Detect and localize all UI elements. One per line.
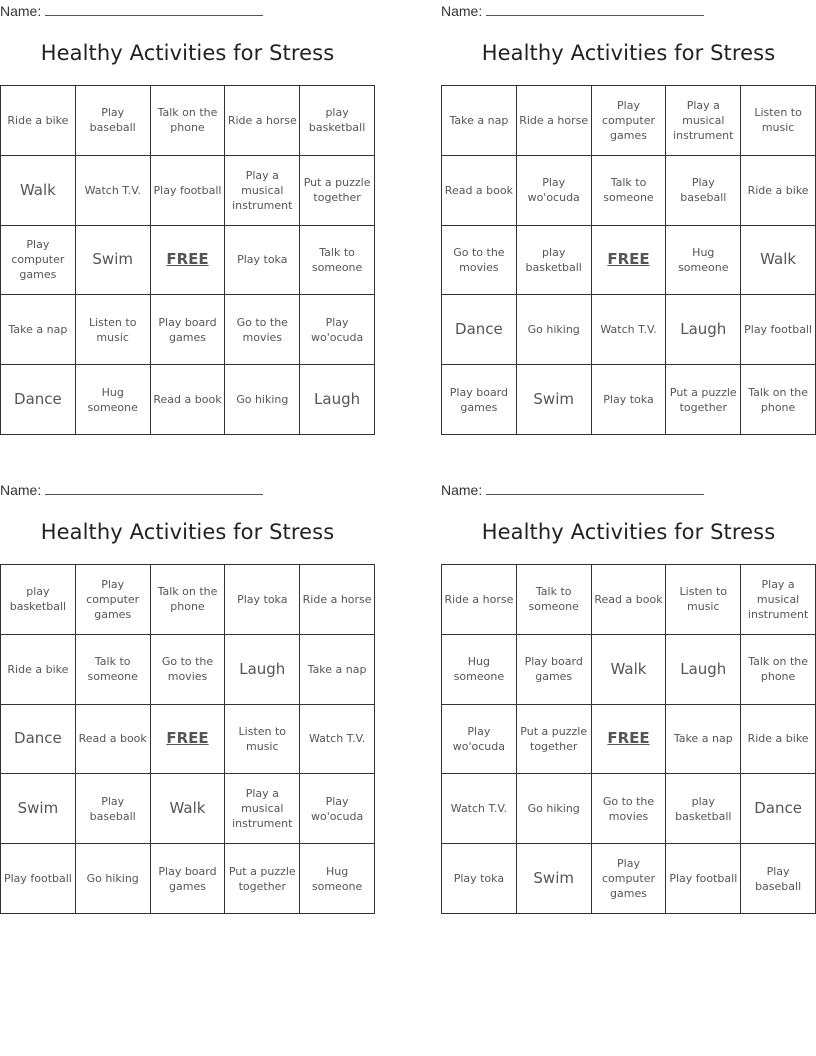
bingo-cell[interactable]: Talk on the phone <box>151 86 226 156</box>
bingo-cell[interactable]: Play computer games <box>592 844 667 914</box>
bingo-cell[interactable]: Play a musical instrument <box>225 156 300 226</box>
bingo-cell[interactable]: Play toka <box>225 565 300 635</box>
bingo-cell[interactable]: Walk <box>741 226 816 296</box>
bingo-cell[interactable]: Play wo'ocuda <box>300 295 375 365</box>
name-label: Name: <box>0 3 42 19</box>
bingo-cell[interactable]: Play computer games <box>76 565 151 635</box>
bingo-cell[interactable]: Play wo'ocuda <box>517 156 592 226</box>
bingo-cell[interactable]: Play football <box>1 844 76 914</box>
bingo-cell[interactable]: Listen to music <box>225 705 300 775</box>
card-title: Healthy Activities for Stress <box>481 520 776 544</box>
bingo-cell[interactable]: Ride a bike <box>1 86 76 156</box>
name-blank-line[interactable] <box>486 3 704 16</box>
name-blank-line[interactable] <box>45 3 263 16</box>
bingo-grid <box>441 85 816 435</box>
free-space[interactable]: FREE <box>151 226 226 296</box>
bingo-cell[interactable]: Play football <box>741 295 816 365</box>
bingo-cell[interactable]: Walk <box>592 635 667 705</box>
card-title: Healthy Activities for Stress <box>481 41 776 65</box>
bingo-grid <box>441 564 816 914</box>
bingo-cell[interactable]: Talk to someone <box>76 635 151 705</box>
bingo-cell[interactable]: Play board games <box>517 635 592 705</box>
bingo-cell[interactable]: Talk to someone <box>517 565 592 635</box>
bingo-cell[interactable]: Put a puzzle together <box>300 156 375 226</box>
bingo-cell[interactable]: Play baseball <box>666 156 741 226</box>
bingo-cell[interactable]: Play wo'ocuda <box>442 705 517 775</box>
bingo-cell[interactable]: Listen to music <box>76 295 151 365</box>
bingo-cell[interactable]: Go to the movies <box>592 774 667 844</box>
bingo-cell[interactable]: Ride a horse <box>442 565 517 635</box>
bingo-cell[interactable]: play basketball <box>1 565 76 635</box>
bingo-cell[interactable]: play basketball <box>666 774 741 844</box>
bingo-cell[interactable]: Listen to music <box>741 86 816 156</box>
bingo-cell[interactable]: Read a book <box>442 156 517 226</box>
bingo-card-4 <box>441 481 816 901</box>
bingo-cell[interactable]: Walk <box>151 774 226 844</box>
bingo-cell[interactable]: Talk to someone <box>300 226 375 296</box>
bingo-cell[interactable]: Ride a horse <box>300 565 375 635</box>
bingo-cell[interactable]: Play football <box>666 844 741 914</box>
name-field[interactable] <box>0 2 375 20</box>
bingo-cell[interactable]: Go to the movies <box>151 635 226 705</box>
bingo-cell[interactable]: Dance <box>1 705 76 775</box>
bingo-card-3 <box>0 481 375 893</box>
bingo-cell[interactable]: Watch T.V. <box>592 295 667 365</box>
bingo-cell[interactable]: Laugh <box>666 635 741 705</box>
bingo-cell[interactable]: Hug someone <box>666 226 741 296</box>
bingo-cell[interactable]: Play board games <box>151 295 226 365</box>
bingo-cell[interactable]: Dance <box>442 295 517 365</box>
card-title: Healthy Activities for Stress <box>40 520 335 544</box>
bingo-cell[interactable]: Put a puzzle together <box>225 844 300 914</box>
name-field[interactable] <box>441 481 816 499</box>
bingo-cell[interactable]: Put a puzzle together <box>517 705 592 775</box>
bingo-cell[interactable]: Watch T.V. <box>76 156 151 226</box>
bingo-cell[interactable]: Ride a bike <box>741 156 816 226</box>
bingo-cell[interactable]: Ride a bike <box>1 635 76 705</box>
name-label: Name: <box>0 482 42 498</box>
bingo-cell[interactable]: Ride a horse <box>517 86 592 156</box>
bingo-cell[interactable]: Play toka <box>442 844 517 914</box>
bingo-cell[interactable]: play basketball <box>300 86 375 156</box>
bingo-cell[interactable]: Take a nap <box>1 295 76 365</box>
bingo-cell[interactable]: Read a book <box>151 365 226 435</box>
bingo-cell[interactable]: Swim <box>517 365 592 435</box>
bingo-cell[interactable]: Watch T.V. <box>300 705 375 775</box>
bingo-cell[interactable]: Read a book <box>76 705 151 775</box>
bingo-cell[interactable]: Go to the movies <box>225 295 300 365</box>
bingo-card-2 <box>441 2 816 414</box>
free-space[interactable]: FREE <box>592 705 667 775</box>
bingo-cell[interactable]: Play baseball <box>76 86 151 156</box>
bingo-cell[interactable]: Swim <box>76 226 151 296</box>
free-space[interactable]: FREE <box>151 705 226 775</box>
name-label: Name: <box>441 3 483 19</box>
name-field[interactable] <box>0 481 375 499</box>
bingo-cell[interactable]: Play a musical instrument <box>225 774 300 844</box>
bingo-cell[interactable]: Go hiking <box>225 365 300 435</box>
bingo-cell[interactable]: Hug someone <box>76 365 151 435</box>
bingo-cell[interactable]: Play toka <box>225 226 300 296</box>
bingo-cell[interactable]: Laugh <box>300 365 375 435</box>
free-space[interactable]: FREE <box>592 226 667 296</box>
bingo-cell[interactable]: Play baseball <box>76 774 151 844</box>
bingo-cell[interactable]: Play computer games <box>1 226 76 296</box>
bingo-grid <box>0 564 375 914</box>
bingo-cell[interactable]: Talk to someone <box>592 156 667 226</box>
bingo-cell[interactable]: Hug someone <box>300 844 375 914</box>
bingo-cell[interactable]: play basketball <box>517 226 592 296</box>
bingo-cell[interactable]: Go to the movies <box>442 226 517 296</box>
bingo-grid <box>0 85 375 435</box>
bingo-cell[interactable]: Read a book <box>592 565 667 635</box>
bingo-cell[interactable]: Swim <box>517 844 592 914</box>
bingo-cell[interactable]: Take a nap <box>442 86 517 156</box>
bingo-cell[interactable]: Walk <box>1 156 76 226</box>
bingo-cell[interactable]: Dance <box>741 774 816 844</box>
bingo-cell[interactable]: Talk on the phone <box>741 365 816 435</box>
name-blank-line[interactable] <box>45 482 263 495</box>
bingo-cell[interactable]: Play a musical instrument <box>666 86 741 156</box>
card-title: Healthy Activities for Stress <box>40 41 335 65</box>
bingo-cell[interactable]: Play football <box>151 156 226 226</box>
bingo-card-1 <box>0 2 375 414</box>
bingo-cell[interactable]: Dance <box>1 365 76 435</box>
bingo-cell[interactable]: Talk on the phone <box>741 635 816 705</box>
bingo-cell[interactable]: Go hiking <box>517 774 592 844</box>
bingo-cell[interactable]: Take a nap <box>300 635 375 705</box>
bingo-cell[interactable]: Talk on the phone <box>151 565 226 635</box>
bingo-cell[interactable]: Ride a horse <box>225 86 300 156</box>
bingo-cell[interactable]: Go hiking <box>517 295 592 365</box>
bingo-cell[interactable]: Play baseball <box>741 844 816 914</box>
bingo-cell[interactable]: Take a nap <box>666 705 741 775</box>
bingo-cell[interactable]: Play board games <box>442 365 517 435</box>
bingo-cell[interactable]: Listen to music <box>666 565 741 635</box>
bingo-cell[interactable]: Play board games <box>151 844 226 914</box>
bingo-cell[interactable]: Hug someone <box>442 635 517 705</box>
bingo-cell[interactable]: Play computer games <box>592 86 667 156</box>
bingo-cell[interactable]: Laugh <box>225 635 300 705</box>
bingo-cell[interactable]: Swim <box>1 774 76 844</box>
bingo-cell[interactable]: Watch T.V. <box>442 774 517 844</box>
bingo-cell[interactable]: Laugh <box>666 295 741 365</box>
bingo-cell[interactable]: Ride a bike <box>741 705 816 775</box>
bingo-cell[interactable]: Play a musical instrument <box>741 565 816 635</box>
bingo-cell[interactable]: Play toka <box>592 365 667 435</box>
name-field[interactable] <box>441 2 816 20</box>
bingo-cell[interactable]: Put a puzzle together <box>666 365 741 435</box>
bingo-cell[interactable]: Go hiking <box>76 844 151 914</box>
name-label: Name: <box>441 482 483 498</box>
bingo-cell[interactable]: Play wo'ocuda <box>300 774 375 844</box>
name-blank-line[interactable] <box>486 482 704 495</box>
